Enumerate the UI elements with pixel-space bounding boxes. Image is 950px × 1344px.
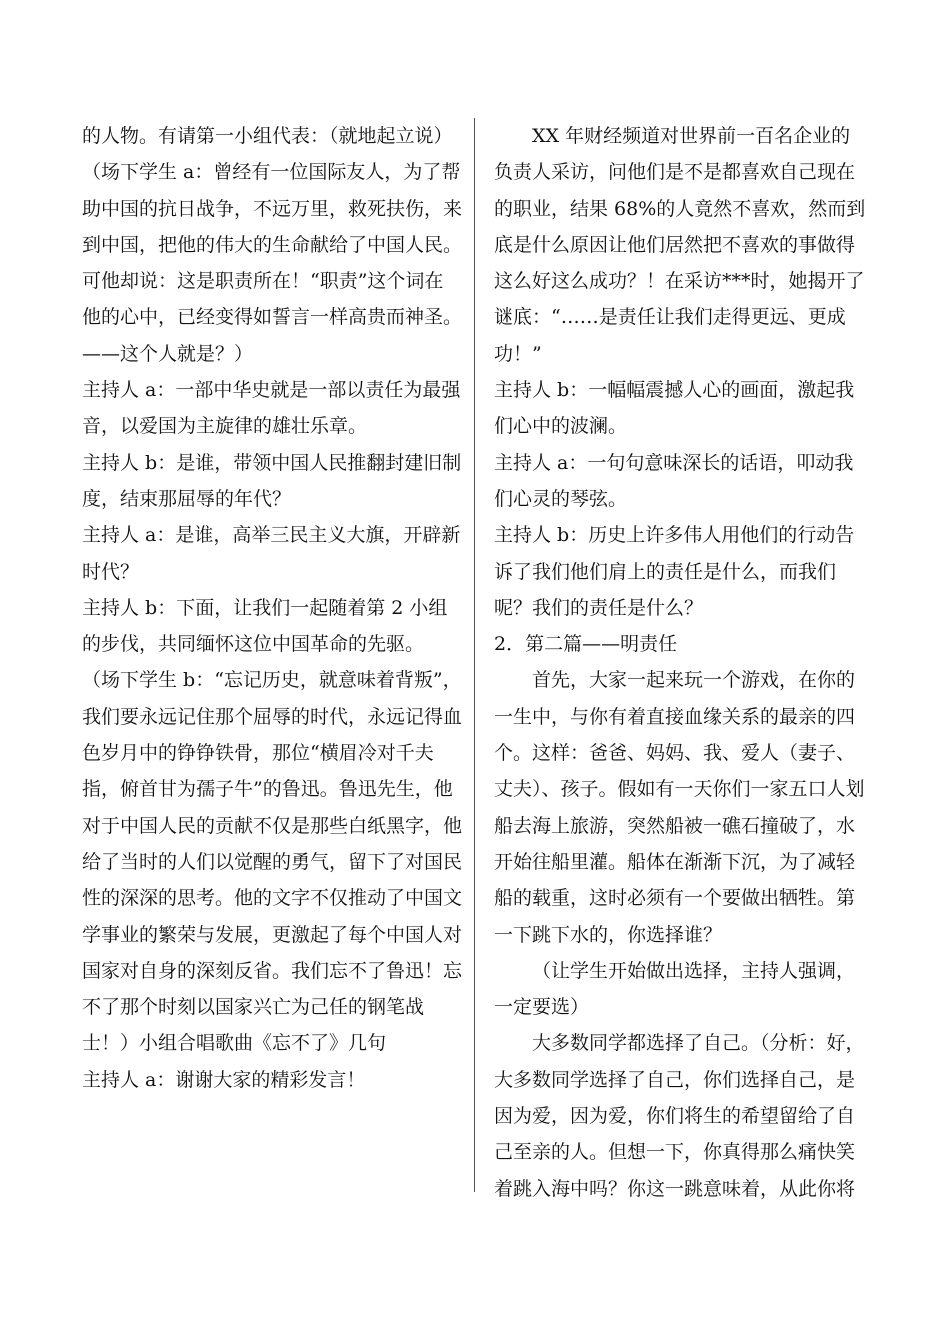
left-paragraph-1: 的人物。有请第一小组代表：（就地起立说） xyxy=(82,125,453,147)
left-paragraph-4: 主持人 b：是谁，带领中国人民推翻封建旧制度，结束那屈辱的年代？ xyxy=(82,451,462,510)
right-paragraph-3: 主持人 a：一句句意味深长的话语，叩动我们心灵的琴弦。 xyxy=(494,451,854,510)
right-paragraph-4: 主持人 b：历史上许多伟人用他们的行动告诉了我们他们肩上的责任是什么，而我们呢？我们的责任是什么？ xyxy=(494,524,855,619)
right-column xyxy=(494,118,868,1207)
right-paragraph-2: 主持人 b：一幅幅震撼人心的画面，激起我们心中的波澜。 xyxy=(494,379,855,438)
right-paragraph-8: 大多数同学都选择了自己。（分析：好，大多数同学选择了自己，你们选择自己，是因为爱，因为爱，你们将生的希望留给了自己至亲的人。但想一下，你真得那么痛快笑着跳入海中吗？你这一跳意味着，从此你将 xyxy=(494,1032,865,1200)
right-paragraph-1: XX 年财经频道对世界前一百名企业的负责人采访，问他们是不是都喜欢自己现在的职业，结果 68%的人竟然不喜欢，然而到底是什么原因让他们居然把不喜欢的事做得这么好这么成功？！在采访***时，她揭开了谜底：“……是责任让我们走得更远、更成功！” xyxy=(494,125,866,365)
left-paragraph-3: 主持人 a：一部中华史就是一部以责任为最强音，以爱国为主旋律的雄壮乐章。 xyxy=(82,379,461,438)
left-paragraph-6: 主持人 b：下面，让我们一起随着第 2 小组的步伐，共同缅怀这位中国革命的先驱。 xyxy=(82,596,448,656)
column-divider xyxy=(474,118,475,1192)
left-paragraph-7: （场下学生 b：“忘记历史，就意味着背叛”，我们要永远记住那个屈辱的时代，永远记得血色岁月中的铮铮铁骨，那位“横眉冷对千夫指，俯首甘为孺子牛”的鲁迅。鲁迅先生，他对于中国人民的贡献不仅是那些白纸黑字，他给了当时的人们以觉醒的勇气，留下了对国民性的深深的思考。他的文字不仅推动了中国文学事业的繁荣与发展，更激起了每个中国人对国家对自身的深刻反省。我们忘不了鲁迅！忘不了那个时刻以国家兴亡为己任的钢笔战士！）小组合唱歌曲《忘不了》几句 xyxy=(82,669,463,1055)
right-paragraph-6: 首先，大家一起来玩一个游戏，在你的一生中，与你有着直接血缘关系的最亲的四个。这样：爸爸、妈妈、我、爱人（妻子、丈夫）、孩子。假如有一天你们一家五口人划船去海上旅游，突然船被一礁石撞破了，水开始往船里灌。船体在渐渐下沉，为了减轻船的载重，这时必须有一个要做出牺牲。第一下跳下水的，你选择谁？ xyxy=(494,669,865,946)
section-heading: 2．第二篇——明责任 xyxy=(494,633,678,656)
right-paragraph-7: （让学生开始做出选择，主持人强调，一定要选） xyxy=(494,959,856,1019)
left-column xyxy=(82,118,462,1098)
left-paragraph-5: 主持人 a：是谁，高举三民主义大旗，开辟新时代？ xyxy=(82,524,461,583)
left-paragraph-2: （场下学生 a：曾经有一位国际友人，为了帮助中国的抗日战争，不远万里，救死扶伤，来到中国，把他的伟大的生命献给了中国人民。可他却说：这是职责所在！“职责”这个词在他的心中，已经变得如誓言一样高贵而神圣。——这个人就是？） xyxy=(82,161,463,365)
left-paragraph-8: 主持人 a：谢谢大家的精彩发言！ xyxy=(82,1068,366,1091)
